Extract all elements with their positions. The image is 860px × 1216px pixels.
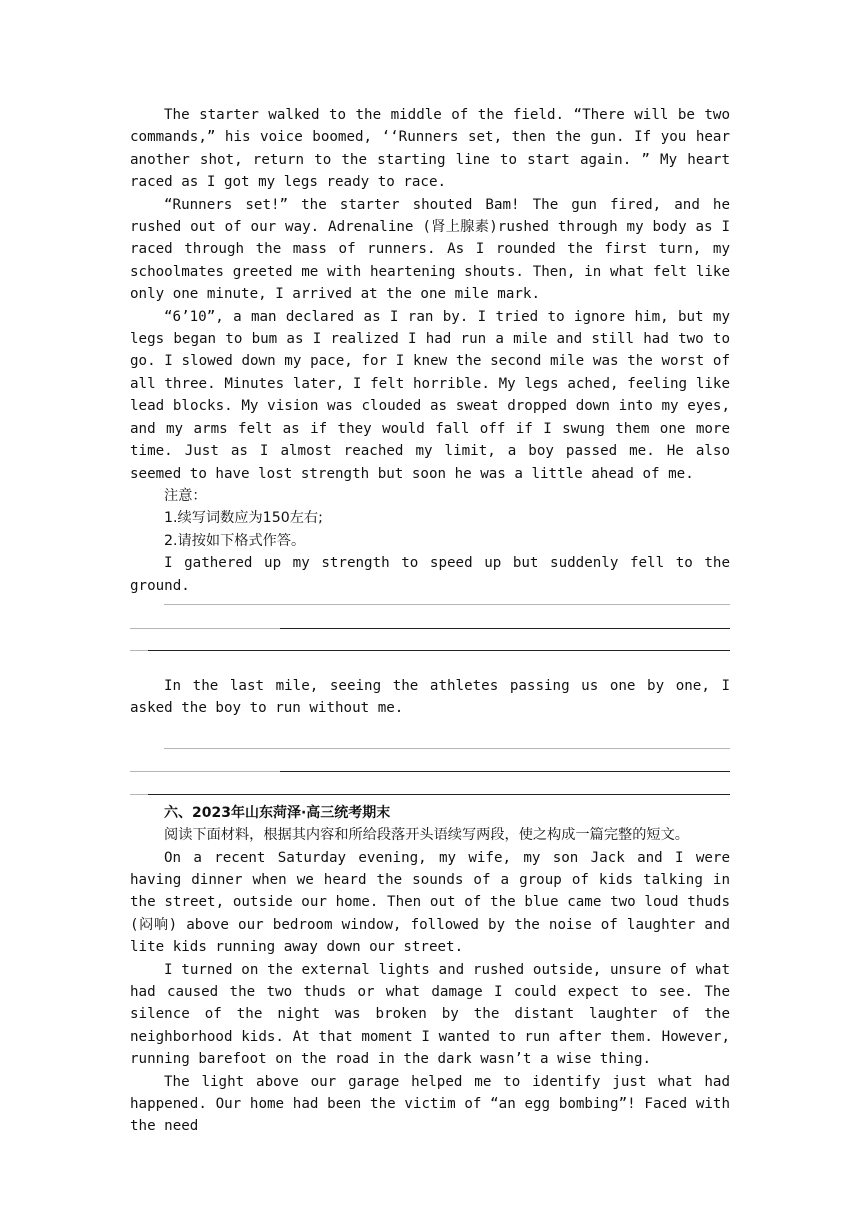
passage-paragraph-2: “Runners set!” the starter shouted Bam! The gun fired, and he rushed out of our way. Adrenaline (肾上腺素)rushed through my body as I raced through the mass of runners. As I rounded the first turn, my schoolmates greeted me with heartening shouts. Then, in what felt like only one minute, I arrived at the one mile mark.	[130, 196, 730, 303]
passage-paragraph-3: “6’10”, a man declared as I ran by. I tried to ignore him, but my legs began to bum as I realized I had run a mile and still had two to go. I slowed down my pace, for I knew the second mile was the worst of all three. Minutes later, I felt horrible. My legs ached, feeling like lead blocks. My vision was clouded as sweat dropped down into my eyes, and my arms felt as if they would fall off if I swung them one more time. Just as I almost reached my limit, a boy passed me. He also seemed to have lost strength but soon he was a little ahead of me.	[130, 308, 730, 482]
answer-line	[148, 794, 730, 795]
answer-line	[148, 650, 730, 651]
answer-line	[164, 604, 730, 605]
answer-lines-1	[130, 597, 730, 675]
answer-line	[130, 628, 280, 629]
notes-item-1: 1.续写词数应为150左右;	[164, 510, 323, 527]
notes-item-2: 2.请按如下格式作答。	[164, 532, 306, 549]
section-heading: 六、2023年山东菏泽·高三统考期末	[164, 804, 391, 821]
section-paragraph-1: On a recent Saturday evening, my wife, my son Jack and I were having dinner when we heard the sounds of a group of kids talking in the street, outside our home. Then out of the blue came two loud thuds (闷响) above our bedroom window, followed by the noise of laughter and lite kids running away down our street.	[130, 849, 730, 956]
passage-paragraph-1: The starter walked to the middle of the field. “There will be two commands,” his voice boomed, ‘‘Runners set, then the gun. If you hear another shot, return to the starting line to start again. ” My heart raced as I got my legs ready to race.	[130, 107, 730, 191]
section-paragraph-3: The light above our garage helped me to identify just what had happened. Our home had been the victim of “an egg bombing”! Faced with the need	[130, 1073, 730, 1135]
answer-lines-2	[130, 720, 730, 800]
answer-line	[164, 748, 730, 749]
document-page	[130, 104, 730, 1138]
answer-line	[280, 628, 730, 629]
section-instruction: 阅读下面材料，根据其内容和所给段落开头语续写两段，使之构成一篇完整的短文。	[164, 827, 689, 844]
section-paragraph-2: I turned on the external lights and rushed outside, unsure of what had caused the two thuds or what damage I could expect to see. The silence of the night was broken by the distant laughter of the neighborhood kids. At that moment I wanted to run after them. However, running barefoot on the road in the dark wasn’t a wise thing.	[130, 961, 730, 1068]
continuation-starter-2: In the last mile, seeing the athletes passing us one by one, I asked the boy to run without me.	[130, 677, 730, 717]
continuation-starter-1: I gathered up my strength to speed up but suddenly fell to the ground.	[130, 555, 730, 594]
notes-label: 注意：	[164, 487, 207, 504]
answer-line	[130, 771, 280, 772]
answer-line	[130, 794, 148, 795]
answer-line	[280, 771, 730, 772]
answer-line	[130, 650, 148, 651]
